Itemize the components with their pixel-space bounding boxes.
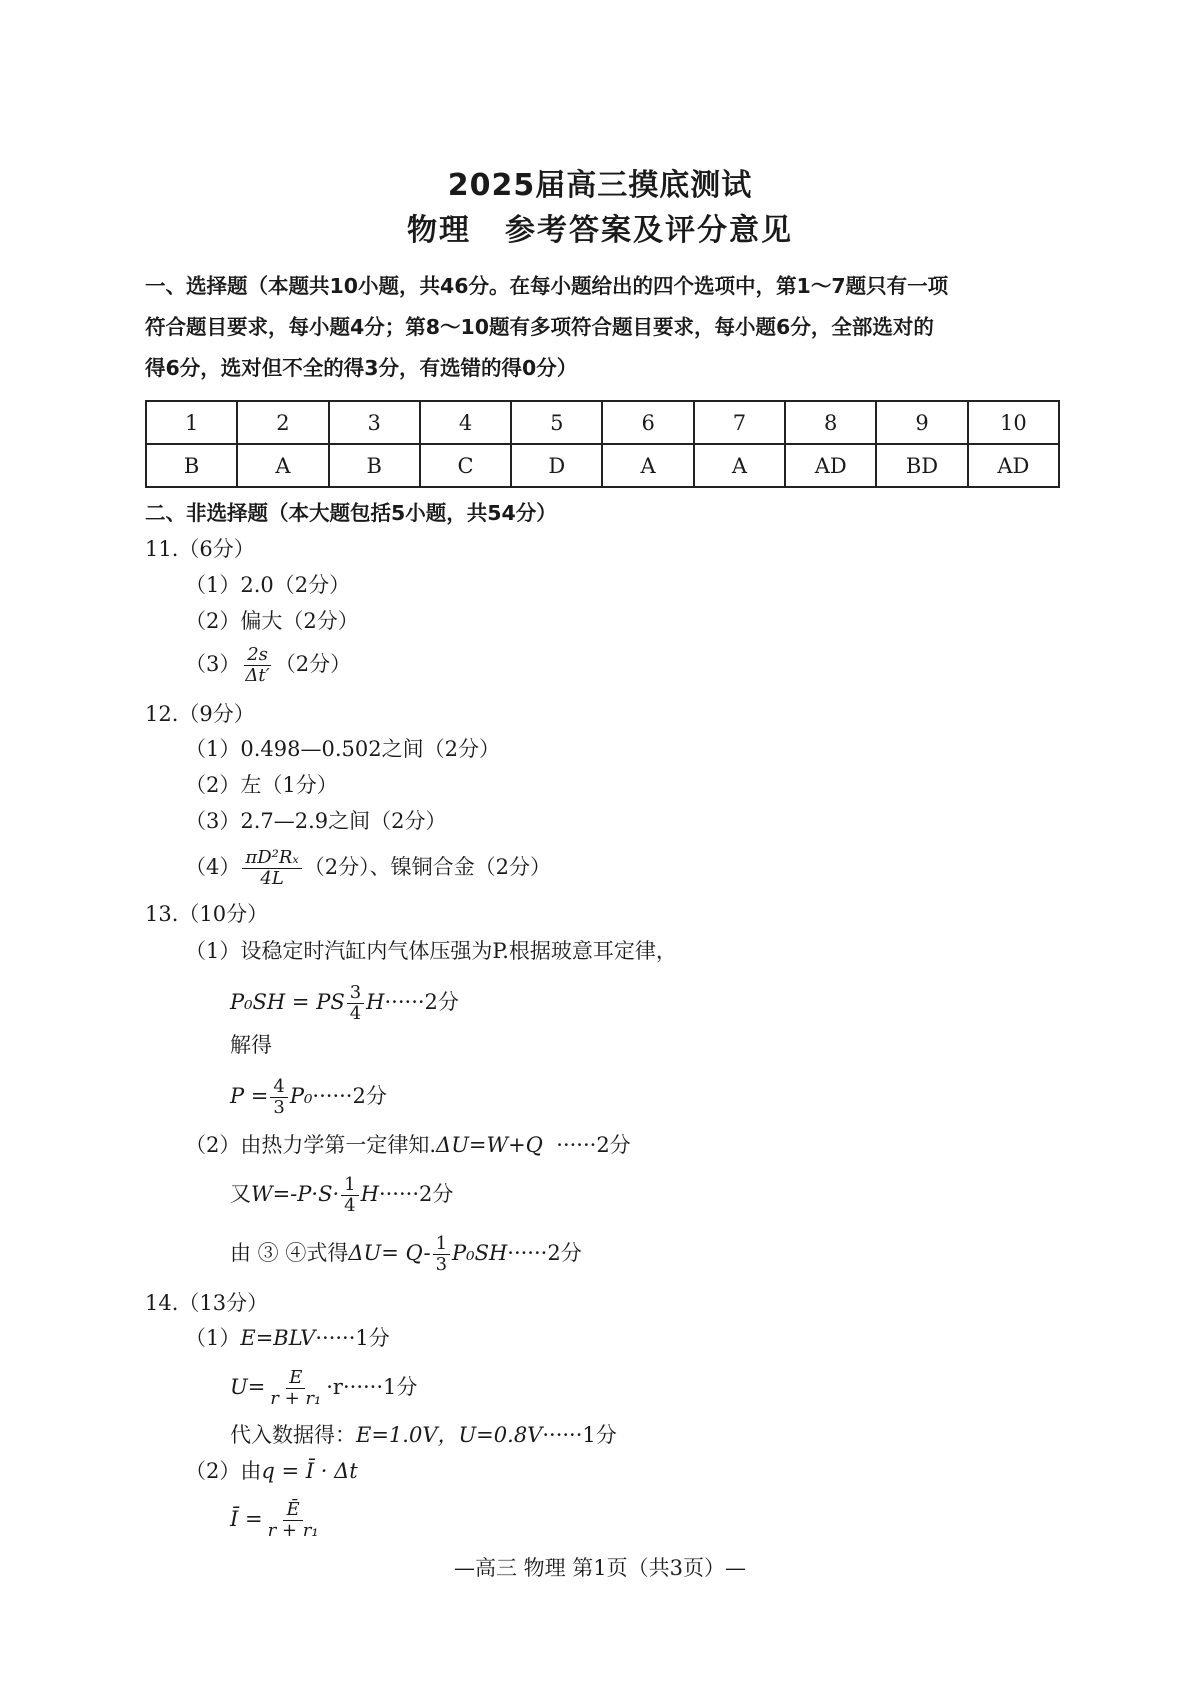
fraction-numerator: 2s (244, 645, 271, 666)
equation-term: ·r (326, 1375, 343, 1399)
fraction-denominator: 3 (435, 1254, 448, 1275)
answer-cell: BD (876, 444, 967, 487)
score-label: ······2分 (312, 1084, 387, 1108)
answer-table (145, 400, 1060, 488)
q13-equation-4 (230, 1234, 582, 1275)
q13-equation-3 (230, 1175, 453, 1216)
equation-term: ΔU=W+Q (436, 1133, 543, 1157)
q14-heading: 14.（13分） (145, 1291, 269, 1315)
equation-prefix: 由 ③ ④式得 (230, 1241, 349, 1265)
question-number: 5 (511, 401, 602, 444)
q13-equation-2 (230, 1077, 387, 1118)
answer-cell: A (237, 444, 328, 487)
section1-line2: 符合题目要求，每小题4分；第8～10题有多项符合题目要求，每小题6分，全部选对的 (145, 315, 934, 339)
fraction-numerator: πD²Rₓ (242, 848, 301, 869)
question-number-row (146, 401, 1059, 444)
subtitle-label: 参考答案及评分意见 (505, 213, 793, 248)
question-number: 2 (237, 401, 328, 444)
score-label: ······1分 (542, 1423, 617, 1447)
q14-equation-1 (185, 1323, 390, 1353)
q11-heading: 11.（6分） (145, 537, 255, 561)
answer-cell: C (420, 444, 511, 487)
score-label: ······1分 (315, 1326, 390, 1350)
q12-answer-2: （2）左（1分） (185, 773, 338, 797)
question-number: 1 (146, 401, 237, 444)
part2-text: （2）由热力学第一定律知. (185, 1133, 437, 1157)
q11-answer-3-label: （3） (185, 652, 241, 676)
equation-prefix: 又 (230, 1182, 251, 1206)
q11-fraction (242, 645, 272, 686)
q14-equation-2 (230, 1368, 417, 1409)
equation-fraction (265, 1500, 322, 1541)
question-number: 6 (602, 401, 693, 444)
answer-cell: B (329, 444, 420, 487)
equation-term: Ī = (230, 1507, 263, 1531)
equation-fraction (341, 1175, 358, 1216)
equation-term: q = Ī · Δt (261, 1459, 358, 1483)
q12-answer-4-score: （2分）、镍铜合金（2分） (303, 855, 552, 879)
equation-term: H (366, 990, 385, 1014)
q13-equation-1 (230, 983, 459, 1024)
answer-cell: A (694, 444, 785, 487)
fraction-numerator: 1 (341, 1175, 358, 1196)
score-label: ······1分 (342, 1375, 418, 1399)
section1-line1: 一、选择题（本题共10小题，共46分。在每小题给出的四个选项中，第1～7题只有一项 (145, 274, 949, 298)
q11-answer-3-score: （2分） (274, 652, 352, 676)
answer-row (146, 444, 1059, 487)
equation-term: W=-P·S· (251, 1182, 340, 1206)
equation-term: P₀SH = PS (230, 990, 345, 1014)
equation-term: E=1.0V，U=0.8V (356, 1423, 543, 1447)
equation-fraction (267, 1368, 324, 1409)
fraction-numerator: E (286, 1368, 305, 1389)
equation-term: U= (230, 1375, 266, 1399)
fraction-denominator: 3 (273, 1097, 285, 1118)
q12-answer-4 (185, 848, 551, 889)
q11-answer-2: （2）偏大（2分） (185, 609, 359, 633)
equation-term: ΔU= Q- (348, 1241, 431, 1265)
question-number: 4 (420, 401, 511, 444)
q12-answer-4-label: （4） (185, 855, 241, 879)
fraction-denominator: 4 (344, 1195, 356, 1216)
page-title: 2025届高三摸底测试 (447, 168, 753, 203)
fraction-numerator: 3 (347, 983, 364, 1004)
fraction-numerator: 4 (270, 1077, 287, 1098)
section1-line3: 得6分，选对但不全的得3分，有选错的得0分） (145, 356, 578, 380)
q14-equation-4 (230, 1500, 324, 1541)
fraction-denominator: 4 (349, 1003, 362, 1024)
q11-answer-3 (185, 645, 351, 686)
fraction-denominator: r + r₁ (270, 1388, 322, 1409)
question-number: 3 (329, 401, 420, 444)
equation-fraction (433, 1234, 450, 1275)
q12-heading: 12.（9分） (145, 702, 255, 726)
equation-term: E=BLV (240, 1326, 316, 1350)
equation-fraction (347, 983, 364, 1024)
page-subtitle (0, 205, 1200, 249)
part-label: （2）由 (185, 1459, 262, 1483)
page-footer: —高三 物理 第1页（共3页）— (453, 1556, 747, 1580)
question-number: 9 (876, 401, 967, 444)
fraction-denominator: Δt′ (245, 665, 270, 686)
answer-cell: D (511, 444, 602, 487)
score-label: ······2分 (507, 1241, 582, 1265)
question-number: 7 (694, 401, 785, 444)
question-number: 8 (785, 401, 876, 444)
answer-cell: AD (785, 444, 876, 487)
equation-term: P₀ (289, 1084, 313, 1108)
fraction-denominator: 4L (260, 868, 284, 889)
q12-fraction (242, 848, 301, 889)
q14-substitution (230, 1420, 617, 1450)
part-label: （1） (185, 1326, 241, 1350)
q13-part1-text: （1）设稳定时汽缸内气体压强为P.根据玻意耳定律， (185, 939, 677, 963)
answer-cell: B (146, 444, 237, 487)
q12-answer-3: （3）2.7—2.9之间（2分） (185, 809, 447, 833)
q13-heading: 13.（10分） (145, 902, 269, 926)
section2-heading: 二、非选择题（本大题包括5小题，共54分） (145, 501, 557, 525)
q13-part2 (185, 1130, 631, 1160)
fraction-denominator: r + r₁ (267, 1520, 319, 1541)
score-label: ······2分 (384, 990, 459, 1014)
answer-cell: AD (968, 444, 1059, 487)
equation-fraction (270, 1077, 287, 1118)
equation-term: H (360, 1182, 379, 1206)
q14-equation-3 (185, 1456, 358, 1486)
q12-answer-1: （1）0.498—0.502之间（2分） (185, 737, 500, 761)
section1-instructions (145, 266, 1065, 389)
answer-cell: A (602, 444, 693, 487)
equation-term: P = (230, 1084, 269, 1108)
score-label: ······2分 (556, 1133, 631, 1157)
subject-label: 物理 (407, 213, 471, 248)
q13-solve-label: 解得 (230, 1033, 272, 1057)
fraction-numerator: 1 (433, 1234, 450, 1255)
substitution-text: 代入数据得： (230, 1423, 356, 1447)
equation-term: P₀SH (452, 1241, 508, 1265)
fraction-numerator: Ē (283, 1500, 302, 1521)
q11-answer-1: （1）2.0（2分） (185, 573, 351, 597)
score-label: ······2分 (378, 1182, 454, 1206)
question-number: 10 (968, 401, 1059, 444)
